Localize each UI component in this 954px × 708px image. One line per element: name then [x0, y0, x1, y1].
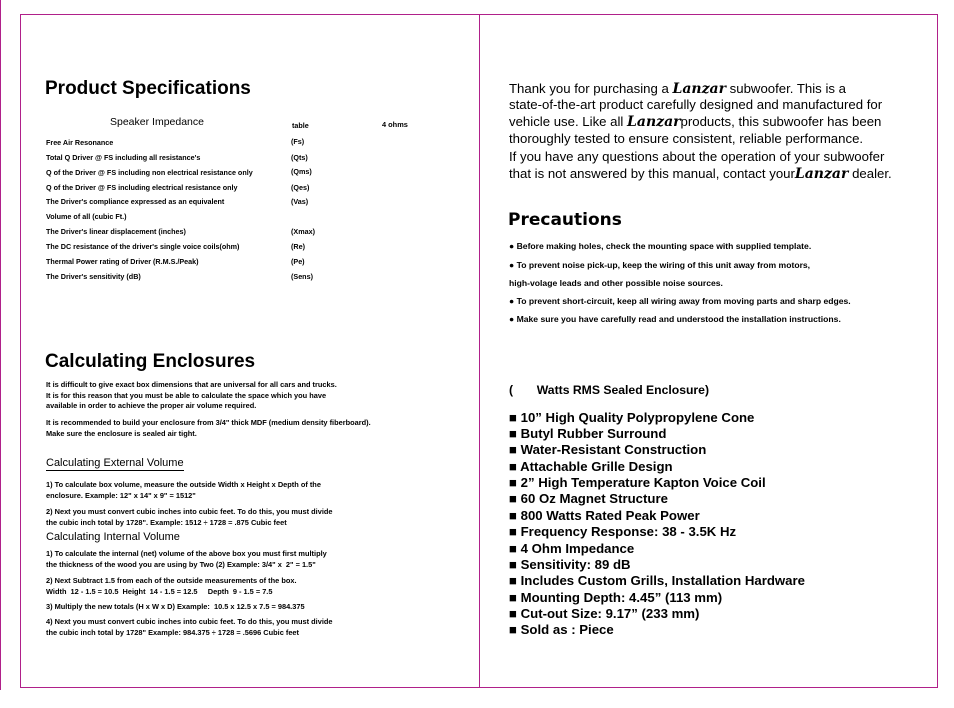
feature-item: ■ 4 Ohm Impedance [509, 541, 635, 556]
center-divider [479, 14, 480, 688]
feature-item: ■ Water-Resistant Construction [509, 442, 707, 457]
precaution-item: ● To prevent noise pick-up, keep the wiring of this unit away from motors, [509, 260, 811, 270]
spec-symbol: (Sens) [291, 272, 313, 281]
feature-item: ■ 10” High Quality Polypropylene Cone [509, 410, 755, 425]
enclosures-intro-text: It is difficult to give exact box dimensions that are universal for all cars and trucks. It is for this reason that you must be able to calculate the space which you have available in order to achieve the proper air volume required. [46, 380, 337, 410]
product-specifications-title: Product Specifications [45, 78, 251, 99]
intro-text: vehicle use. Like all [509, 114, 624, 129]
feature-item: ■ Sensitivity: 89 dB [509, 557, 631, 572]
precaution-item: ● Make sure you have carefully read and understood the installation instructions. [509, 314, 841, 324]
feature-item: ■ Includes Custom Grills, Installation Hardware [509, 573, 805, 588]
intro-line: thoroughly tested to ensure consistent, reliable performance. [509, 131, 864, 146]
intro-text: subwoofer. This is a [729, 81, 846, 96]
ohms-label: 4 ohms [382, 120, 408, 129]
spec-symbol: (Pe) [291, 257, 305, 266]
calculating-enclosures-title: Calculating Enclosures [45, 351, 256, 372]
spec-symbol: (Re) [291, 242, 305, 251]
spec-label: Free Air Resonance [46, 138, 114, 147]
feature-item: ■ Butyl Rubber Surround [509, 426, 667, 441]
spec-label: Q of the Driver @ FS including non electrical resistance only [46, 168, 253, 177]
external-step-1: 1) To calculate box volume, measure the outside Width x Height x Depth of the enclosure. Example: 12" x 14" x 9" = 1512" [46, 480, 321, 500]
internal-volume-heading: Calculating Internal Volume [46, 531, 180, 543]
feature-item: ■ Cut-out Size: 9.17” (233 mm) [509, 606, 700, 621]
precaution-item: ● To prevent short-circuit, keep all wiring away from moving parts and sharp edges. [509, 296, 851, 306]
spec-symbol: (Vas) [291, 197, 309, 206]
external-volume-heading: Calculating External Volume [46, 457, 184, 469]
precaution-item: ● Before making holes, check the mounting space with supplied template. [509, 241, 812, 251]
spec-symbol: (Xmax) [291, 227, 315, 236]
spec-label: Total Q Driver @ FS including all resistance's [46, 153, 201, 162]
intro-line: state-of-the-art product carefully designed and manufactured for [509, 97, 883, 112]
spec-label: The Driver's sensitivity (dB) [46, 272, 141, 281]
intro-text: dealer. [852, 166, 892, 181]
feature-item: ■ 2” High Temperature Kapton Voice Coil [509, 475, 766, 490]
feature-item: ■ Attachable Grille Design [509, 459, 673, 474]
intro-line [509, 166, 892, 182]
internal-step-3: 3) Multiply the new totals (H x W x D) Example: 10.5 x 12.5 x 7.5 = 984.375 [46, 602, 305, 611]
spec-symbol: (Qts) [291, 153, 308, 162]
spec-label: Q of the Driver @ FS including electrical resistance only [46, 183, 238, 192]
spec-label: The Driver's compliance expressed as an equivalent [46, 197, 225, 206]
intro-line [509, 114, 881, 130]
feature-item: ■ 800 Watts Rated Peak Power [509, 508, 700, 523]
lanzar-logo: Lanzar [794, 166, 849, 182]
feature-item: ■ Mounting Depth: 4.45” (113 mm) [509, 590, 723, 605]
lanzar-logo: Lanzar [627, 114, 681, 130]
internal-step-4: 4) Next you must convert cubic inches into cubic feet. To do this, you must divide the cubic inch total by 1728" Example: 984.375 ÷ 1728 = .5696 Cubic feet [46, 617, 333, 637]
spec-label: The DC resistance of the driver's single voice coils(ohm) [46, 242, 240, 251]
page-edge-line [0, 0, 1, 690]
speaker-impedance-label: Speaker Impedance [110, 116, 204, 128]
intro-line: If you have any questions about the operation of your subwoofer [509, 149, 885, 164]
lanzar-logo: Lanzar [672, 81, 726, 97]
external-step-2: 2) Next you must convert cubic inches into cubic feet. To do this, you must divide the cubic inch total by 1728". Example: 1512 ÷ 1728 = .875 Cubic feet [46, 507, 333, 527]
mdf-recommendation-text: It is recommended to build your enclosure from 3/4" thick MDF (medium density fiberboard). Make sure the enclosure is sealed air tight. [46, 418, 371, 438]
internal-step-2: 2) Next Subtract 1.5 from each of the outside measurements of the box. Width 12 - 1.5 = 10.5 Height 14 - 1.5 = 12.5 Depth 9 - 1.5 = 7.5 [46, 576, 297, 596]
intro-text: that is not answered by this manual, contact your [509, 166, 795, 181]
spec-symbol: (Qes) [291, 183, 310, 192]
intro-text: Thank you for purchasing a [509, 81, 669, 96]
internal-step-1: 1) To calculate the internal (net) volume of the above box you must first multiply the thickness of the wood you are using by Two (2) Example: 3/4" x 2" = 1.5" [46, 549, 327, 569]
spec-label: The Driver's linear displacement (inches) [46, 227, 186, 236]
precaution-item: high-volage leads and other possible noise sources. [509, 278, 723, 288]
precautions-title: Precautions [508, 210, 622, 230]
spec-label: Thermal Power rating of Driver (R.M.S./Peak) [46, 257, 199, 266]
feature-item: ■ 60 Oz Magnet Structure [509, 491, 668, 506]
spec-symbol: (Fs) [291, 137, 305, 146]
spec-label: Volume of all (cubic Ft.) [46, 212, 127, 221]
table-label: table [292, 121, 309, 130]
enclosure-heading: ( Watts RMS Sealed Enclosure) [509, 383, 710, 397]
feature-item: ■ Frequency Response: 38 - 3.5K Hz [509, 524, 737, 539]
feature-item: ■ Sold as : Piece [509, 622, 614, 637]
intro-line [509, 81, 846, 97]
intro-text: products, this subwoofer has been [680, 114, 882, 129]
spec-symbol: (Qms) [291, 167, 312, 176]
